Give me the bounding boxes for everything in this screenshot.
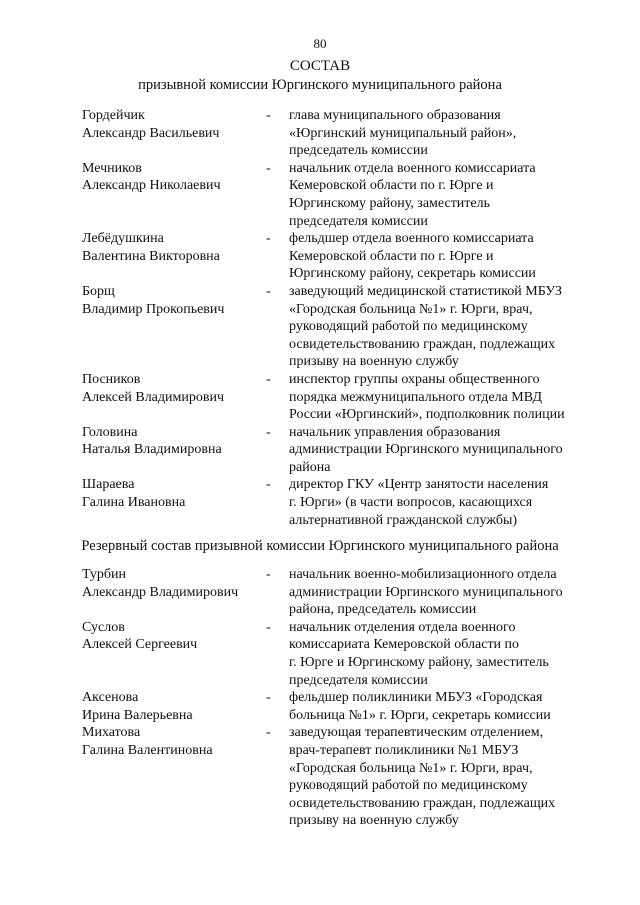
reserve-member [0, 724, 640, 830]
member-name [82, 230, 262, 265]
member-name [82, 160, 262, 195]
member-name-line: Алексей Владимирович [82, 389, 225, 405]
member-role [289, 371, 609, 424]
reserve-member [0, 619, 640, 689]
member-role-line: администрации Юргинского муниципального [289, 584, 563, 600]
member-name-line: Борщ [82, 283, 115, 299]
member-name-line: Валентина Викторовна [82, 248, 220, 264]
member-role-line: России «Юргинский», подполковник полиции [289, 407, 565, 423]
member-role-line: призыву на военную службу [289, 354, 459, 370]
member-role-line: «Юргинский муниципальный район», [289, 125, 517, 141]
member-role-line: района [289, 459, 331, 475]
member-name [82, 424, 262, 459]
separator-dash: - [266, 619, 271, 635]
member-role-line: призыву на военную службу [289, 813, 459, 829]
member-role-line: освидетельствованию граждан, подлежащих [289, 336, 556, 352]
separator-dash: - [266, 160, 271, 176]
member-role-line: заведующий медицинской статистикой МБУЗ [289, 283, 563, 299]
member-role [289, 107, 609, 160]
member-role-line: фельдшер отдела военного комиссариата [289, 231, 534, 247]
member-role-line: комиссариата Кемеровской области по [289, 637, 520, 653]
member-name [82, 476, 262, 511]
member-name-line: Гордейчик [82, 108, 145, 123]
member-role-line: председателя комиссии [289, 672, 428, 688]
reserve-member [0, 689, 640, 724]
member-name-line: Александр Николаевич [82, 178, 221, 194]
member-role-line: освидетельствованию граждан, подлежащих [289, 795, 556, 811]
member-role-line: района, председатель комиссии [289, 602, 477, 618]
member-name-line: Суслов [82, 619, 125, 635]
member-role-line: глава муниципального образования [289, 108, 501, 123]
member-name-line: Галина Валентиновна [82, 742, 213, 758]
member-name [82, 283, 262, 318]
reserve-member [0, 566, 640, 619]
commission-member-list [0, 107, 640, 529]
member-role-line: порядка межмуниципального отдела МВД [289, 389, 543, 405]
member-role-line: руководящий работой по медицинскому [289, 319, 528, 335]
member-name-line: Посников [82, 371, 141, 387]
member-role [289, 283, 609, 371]
member-name-line: Галина Ивановна [82, 495, 186, 511]
member-role-line: начальник управления образования [289, 424, 501, 440]
document-subtitle: призывной комиссии Юргинского муниципального района [138, 77, 502, 93]
commission-member [0, 160, 640, 230]
member-role-line: больница №1» г. Юрги, секретарь комиссии [289, 707, 551, 723]
member-role-line: «Городская больница №1» г. Юрги, врач, [289, 760, 533, 776]
commission-member [0, 230, 640, 283]
member-name [82, 724, 262, 759]
member-name-line: Михатова [82, 725, 141, 741]
commission-member [0, 371, 640, 424]
member-name-line: Наталья Владимировна [82, 442, 222, 458]
member-name-line: Турбин [82, 567, 126, 582]
separator-dash: - [266, 108, 271, 123]
member-role-line: председатель комиссии [289, 143, 428, 159]
member-name-line: Головина [82, 424, 138, 440]
reserve-member-list [0, 566, 640, 830]
member-role-line: альтернативной гражданской службы) [289, 512, 518, 528]
member-role-line: директор ГКУ «Центр занятости населения [289, 477, 549, 493]
member-role [289, 424, 609, 477]
commission-member [0, 424, 640, 477]
member-name [82, 689, 262, 724]
member-name [82, 619, 262, 654]
separator-dash: - [266, 231, 271, 247]
member-name-line: Александр Васильевич [82, 125, 220, 141]
commission-member [0, 283, 640, 371]
reserve-section-heading: Резервный состав призывной комиссии Юргинского муниципального района [81, 538, 559, 554]
member-role-line: руководящий работой по медицинскому [289, 778, 528, 794]
member-name [82, 566, 262, 601]
member-role-line: г. Юрги» (в части вопросов, касающихся [289, 495, 533, 511]
member-name-line: Шараева [82, 477, 135, 493]
member-name [82, 371, 262, 406]
member-role-line: администрации Юргинского муниципального [289, 442, 563, 458]
member-role [289, 724, 609, 830]
member-role-line: начальник военно-мобилизационного отдела [289, 567, 557, 582]
member-role-line: Юргинскому району, заместитель [289, 195, 491, 211]
member-role-line: председателя комиссии [289, 213, 428, 229]
member-role-line: инспектор группы охраны общественного [289, 371, 540, 387]
member-role [289, 230, 609, 283]
member-role-line: фельдшер поликлиники МБУЗ «Городская [289, 690, 543, 706]
separator-dash: - [266, 725, 271, 741]
member-role-line: Кемеровской области по г. Юрге и [289, 248, 494, 264]
member-name-line: Лебёдушкина [82, 231, 164, 247]
member-role-line: Юргинскому району, секретарь комиссии [289, 266, 536, 282]
member-name-line: Ирина Валерьевна [82, 707, 193, 723]
member-name-line: Александр Владимирович [82, 584, 239, 600]
member-name-line: Владимир Прокопьевич [82, 301, 225, 317]
member-role [289, 476, 609, 529]
page-number: 80 [313, 36, 327, 51]
separator-dash: - [266, 477, 271, 493]
member-role-line: врач-терапевт поликлиники №1 МБУЗ [289, 742, 519, 758]
separator-dash: - [266, 424, 271, 440]
member-name-line: Алексей Сергеевич [82, 637, 198, 653]
member-name [82, 107, 262, 142]
separator-dash: - [266, 371, 271, 387]
member-name-line: Аксенова [82, 690, 139, 706]
member-role-line: начальник отделения отдела военного [289, 619, 516, 635]
member-role [289, 566, 609, 619]
separator-dash: - [266, 567, 271, 582]
separator-dash: - [266, 690, 271, 706]
member-role-line: начальник отдела военного комиссариата [289, 160, 536, 176]
commission-member [0, 476, 640, 529]
commission-member [0, 107, 640, 160]
member-role-line: заведующая терапевтическим отделением, [289, 725, 544, 741]
member-name-line: Мечников [82, 160, 142, 176]
member-role [289, 689, 609, 724]
separator-dash: - [266, 283, 271, 299]
member-role-line: г. Юрге и Юргинскому району, заместитель [289, 654, 549, 670]
member-role [289, 160, 609, 230]
member-role-line: «Городская больница №1» г. Юрги, врач, [289, 301, 533, 317]
document-title: СОСТАВ [289, 58, 351, 74]
member-role [289, 619, 609, 689]
member-role-line: Кемеровской области по г. Юрге и [289, 178, 494, 194]
